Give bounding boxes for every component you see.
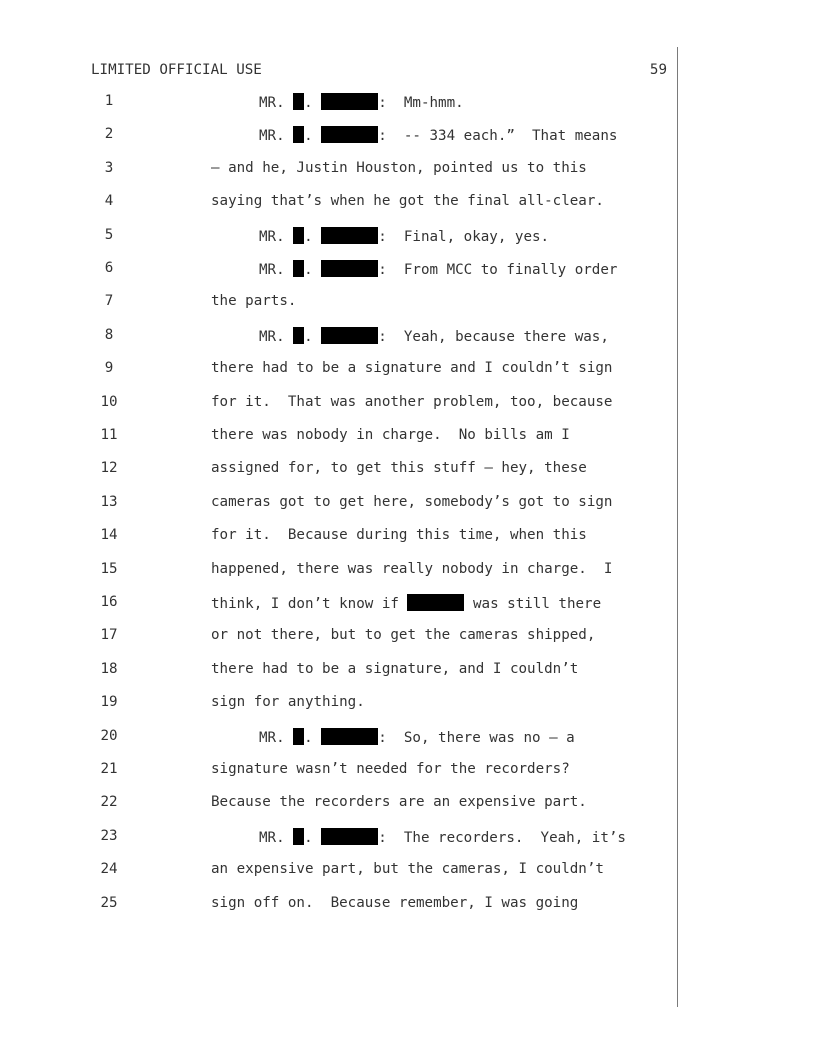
text-segment: : The recorders. Yeah, it’s: [378, 829, 626, 846]
line-number: 14: [100, 527, 118, 544]
text-segment: .: [304, 262, 322, 278]
line-number: 20: [100, 727, 118, 744]
line-number: 1: [104, 93, 114, 109]
text-segment: was still there: [464, 596, 602, 612]
line-text: [211, 861, 604, 877]
line-number: 6: [104, 260, 114, 276]
text-segment: – and he, Justin Houston, pointed us to this: [211, 159, 587, 176]
text-segment: : Final, okay, yes.: [378, 228, 550, 245]
text-segment: cameras got to get here, somebody’s got to sign: [211, 493, 613, 510]
line-text: [211, 594, 601, 612]
redacted-name: [321, 227, 378, 244]
redacted-name: [321, 828, 378, 845]
text-segment: or not there, but to get the cameras shipped,: [211, 627, 596, 644]
text-segment: think, I don’t know if: [211, 596, 408, 612]
line-text: [211, 293, 296, 309]
line-text: [259, 126, 617, 144]
text-segment: : So, there was no – a: [378, 729, 575, 746]
line-text: [211, 527, 587, 543]
line-text: [259, 327, 609, 345]
line-number: 7: [104, 293, 114, 310]
line-number: 9: [104, 360, 114, 377]
line-text: [211, 794, 587, 810]
transcript-line: [0, 193, 816, 217]
text-segment: there had to be a signature, and I couldn’t: [211, 660, 579, 677]
page-number: 59: [649, 62, 667, 78]
transcript-line: [0, 93, 816, 117]
text-segment: MR.: [259, 328, 294, 345]
transcript-line: [0, 327, 816, 351]
line-number: 22: [100, 794, 118, 811]
transcript-line: [0, 694, 816, 718]
transcript-line: [0, 360, 816, 384]
line-text: [259, 227, 549, 245]
line-text: [259, 728, 575, 746]
transcript-line: [0, 861, 816, 885]
line-number: 18: [100, 660, 118, 677]
text-segment: happened, there was really nobody in charge. I: [211, 560, 613, 577]
transcript-line: [0, 728, 816, 752]
transcript-line: [0, 594, 816, 618]
redacted-name: [321, 260, 378, 277]
line-number: 8: [104, 326, 114, 343]
text-segment: .: [304, 829, 322, 846]
transcript-line: [0, 895, 816, 919]
line-number: 16: [100, 594, 118, 610]
text-segment: for it. Because during this time, when this: [211, 527, 587, 544]
line-text: [211, 661, 578, 677]
transcript-line: [0, 394, 816, 418]
line-text: [211, 360, 612, 376]
text-segment: there was nobody in charge. No bills am I: [211, 427, 570, 443]
line-text: [211, 193, 604, 209]
line-text: [211, 160, 587, 176]
line-number: 10: [100, 393, 118, 410]
transcript-line: [0, 126, 816, 150]
text-segment: .: [304, 228, 322, 245]
text-segment: : Yeah, because there was,: [378, 328, 609, 345]
text-segment: assigned for, to get this stuff – hey, these: [211, 460, 587, 477]
text-segment: MR.: [259, 95, 294, 111]
text-segment: : From MCC to finally order: [378, 262, 618, 278]
transcript-line: [0, 293, 816, 317]
text-segment: MR.: [259, 128, 294, 145]
line-number: 15: [100, 560, 118, 577]
text-segment: MR.: [259, 262, 294, 278]
text-segment: the parts.: [211, 293, 297, 310]
line-text: [211, 460, 587, 476]
line-number: 5: [104, 226, 114, 243]
line-text: [259, 828, 626, 846]
line-number: 11: [100, 427, 118, 443]
redacted-initial: [293, 327, 304, 344]
transcript-line: [0, 527, 816, 551]
line-number: 25: [100, 894, 118, 911]
line-text: [259, 260, 617, 278]
transcript-line: [0, 160, 816, 184]
transcript-line: [0, 427, 816, 451]
text-segment: an expensive part, but the cameras, I couldn’t: [211, 861, 604, 878]
line-number: 21: [100, 761, 118, 777]
transcript-line: [0, 260, 816, 284]
redacted-initial: [293, 227, 304, 244]
line-number: 13: [100, 493, 118, 510]
line-number: 17: [100, 627, 118, 644]
redacted-initial: [293, 126, 304, 143]
text-segment: : Mm-hmm.: [378, 95, 464, 111]
line-text: [211, 561, 612, 577]
transcript-line: [0, 227, 816, 251]
transcript-line: [0, 794, 816, 818]
transcript-line: [0, 661, 816, 685]
line-number: 23: [100, 827, 118, 844]
classification-header: LIMITED OFFICIAL USE: [91, 62, 262, 78]
line-number: 12: [100, 460, 118, 477]
redacted-name: [321, 126, 378, 143]
text-segment: .: [304, 95, 322, 111]
transcript-line: [0, 761, 816, 785]
line-text: [211, 427, 570, 443]
text-segment: : -- 334 each.” That means: [378, 128, 618, 145]
redacted-name: [321, 728, 378, 745]
text-segment: .: [304, 729, 322, 746]
line-text: [259, 93, 464, 111]
text-segment: sign for anything.: [211, 694, 365, 711]
text-segment: .: [304, 328, 322, 345]
transcript-line: [0, 561, 816, 585]
text-segment: signature wasn’t needed for the recorders?: [211, 761, 570, 777]
redacted-name: [321, 93, 378, 110]
transcript-line: [0, 627, 816, 651]
transcript-line: [0, 828, 816, 852]
line-number: 4: [104, 193, 114, 210]
text-segment: Because the recorders are an expensive part.: [211, 794, 587, 811]
text-segment: sign off on. Because remember, I was going: [211, 894, 579, 911]
text-segment: .: [304, 128, 322, 145]
text-segment: there had to be a signature and I couldn’t sign: [211, 360, 613, 377]
transcript-line: [0, 494, 816, 518]
text-segment: MR.: [259, 228, 294, 245]
line-text: [211, 494, 612, 510]
line-number: 19: [100, 694, 118, 711]
text-segment: for it. That was another problem, too, because: [211, 393, 613, 410]
line-number: 24: [100, 861, 118, 878]
line-text: [211, 761, 570, 777]
line-number: 2: [104, 126, 114, 143]
redacted-name: [407, 594, 464, 611]
redacted-name: [321, 327, 378, 344]
redacted-initial: [293, 93, 304, 110]
line-number: 3: [104, 159, 114, 176]
redacted-initial: [293, 728, 304, 745]
redacted-initial: [293, 828, 304, 845]
text-segment: saying that’s when he got the final all-clear.: [211, 193, 604, 210]
line-text: [211, 895, 578, 911]
redacted-initial: [293, 260, 304, 277]
line-text: [211, 394, 612, 410]
line-text: [211, 627, 595, 643]
line-text: [211, 694, 365, 710]
transcript-line: [0, 460, 816, 484]
text-segment: MR.: [259, 829, 294, 846]
text-segment: MR.: [259, 729, 294, 746]
